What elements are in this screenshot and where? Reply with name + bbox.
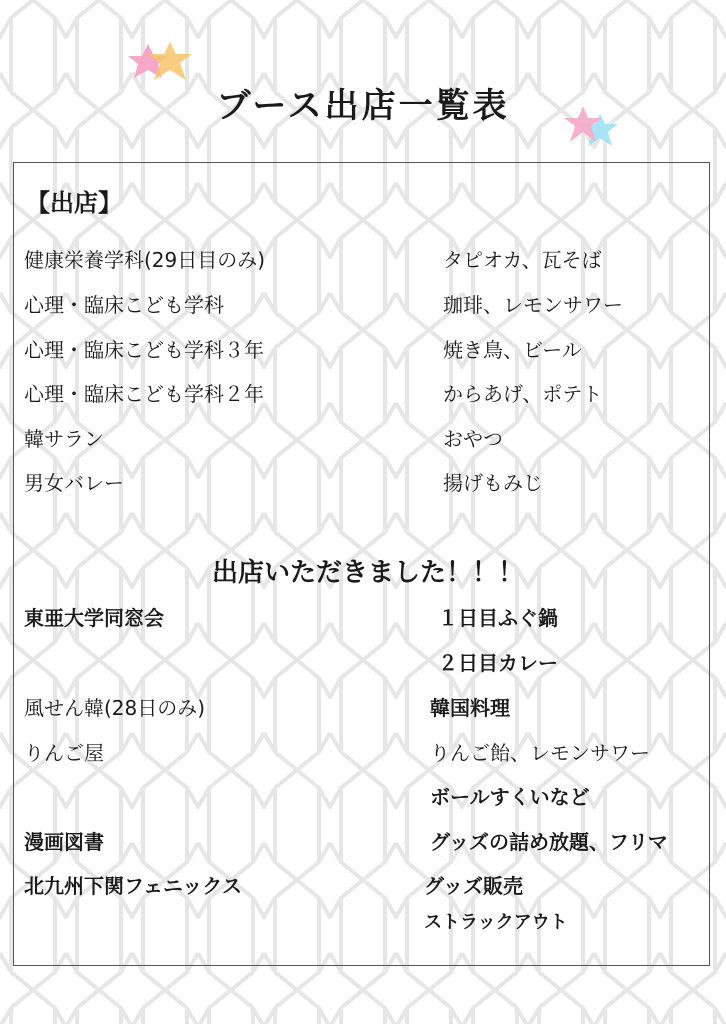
booth-name: 健康栄養学科(29日目のみ) — [24, 248, 266, 272]
section-label: 【出店】 — [26, 188, 122, 217]
guest-booth-item: りんご飴、レモンサワー — [430, 741, 650, 765]
booth-item: タピオカ、瓦そば — [443, 248, 602, 272]
booth-item: 揚げもみじ — [443, 471, 543, 495]
booth-item: 焼き鳥、ビール — [443, 338, 582, 362]
guest-booth-name: 風せん韓(28日のみ) — [24, 696, 206, 720]
booth-item: おやつ — [443, 427, 503, 451]
booth-name: 心理・臨床こども学科２年 — [24, 382, 264, 406]
booth-name: 男女バレー — [24, 471, 124, 495]
guest-booth-item: ストラックアウト — [424, 912, 568, 933]
page-title: ブース出店一覧表 — [216, 86, 510, 126]
booth-item: 珈琲、レモンサワー — [443, 293, 623, 317]
guest-booth-item: グッズの詰め放題、フリマ — [430, 830, 668, 854]
guest-booth-name: 漫画図書 — [24, 830, 104, 854]
thanks-heading: 出店いただきました！！！ — [211, 558, 524, 588]
booth-item: からあげ、ポテト — [443, 382, 603, 406]
guest-booth-name: りんご屋 — [24, 741, 104, 765]
guest-booth-item: 韓国料理 — [430, 696, 510, 720]
guest-booth-item: グッズ販売 — [424, 874, 523, 898]
guest-booth-item: １日目ふぐ鍋 — [438, 606, 558, 630]
booth-name: 心理・臨床こども学科 — [24, 293, 224, 317]
guest-booth-name: 北九州下関フェニックス — [24, 874, 242, 898]
guest-booth-name: 東亜大学同窓会 — [24, 606, 164, 630]
guest-booth-item: ボールすくいなど — [430, 785, 590, 809]
guest-booth-item: ２日目カレー — [438, 651, 558, 675]
booth-name: 心理・臨床こども学科３年 — [24, 338, 264, 362]
booth-name: 韓サラン — [24, 427, 104, 451]
